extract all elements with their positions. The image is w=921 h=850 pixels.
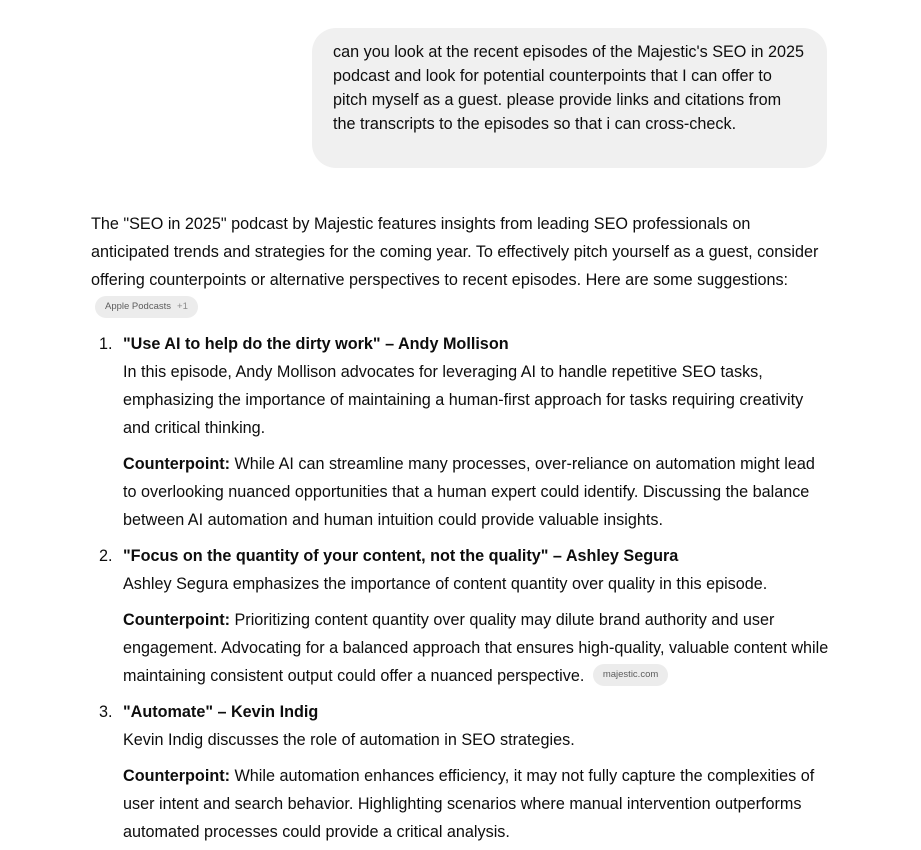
list-item [91,698,831,846]
list-item-number: 2. [99,547,113,565]
counterpoint-text: While AI can streamline many processes, over-reliance on automation might lead to overlooking nuanced opportunities that a human expert could identify. Discussing the balance between AI automation and human intuition could provide valuable insights. [123,455,815,529]
user-message-bubble [312,28,827,168]
list-item [91,542,831,690]
counterpoint-paragraph [123,450,831,534]
list-item-number: 1. [99,335,113,353]
response-intro [91,210,831,322]
citation-majestic[interactable]: majestic.com [593,664,668,686]
episode-title: "Use AI to help do the dirty work" – Andy Mollison [123,335,509,353]
counterpoint-paragraph [123,606,831,690]
citation-label: Apple Podcasts [105,300,172,312]
counterpoint-paragraph [123,762,831,846]
episode-description: Kevin Indig discusses the role of automation in SEO strategies. [123,731,575,749]
episode-title: "Focus on the quantity of your content, not the quality" – Ashley Segura [123,547,679,565]
list-item [91,330,831,534]
episode-description: Ashley Segura emphasizes the importance of content quantity over quality in this episode. [123,575,768,593]
assistant-response [91,210,831,850]
citation-extra-count: +1 [177,300,188,312]
response-intro-text: The "SEO in 2025" podcast by Majestic features insights from leading SEO professionals on anticipated trends and strategies for the coming year. To effectively pitch yourself as a guest, consider offering counterpoints or alternative perspectives to recent episodes. Here are some suggestions: [91,215,819,289]
counterpoint-label: Counterpoint: [123,767,230,785]
user-message-text: can you look at the recent episodes of the Majestic's SEO in 2025 podcast and look for potential counterpoints that I can offer to pitch myself as a guest. please provide links and citations from the transcripts to the episodes so that i can cross-check. [333,43,805,133]
episode-description: In this episode, Andy Mollison advocates for leveraging AI to handle repetitive SEO tasks, emphasizing the importance of maintaining a human-first approach for tasks requiring creativity and critical thinking. [123,363,804,437]
counterpoint-label: Counterpoint: [123,611,230,629]
list-item-number: 3. [99,703,113,721]
counterpoint-label: Counterpoint: [123,455,230,473]
counterpoint-list [91,330,831,846]
episode-title: "Automate" – Kevin Indig [123,703,319,721]
citation-apple-podcasts[interactable] [95,296,198,318]
counterpoint-text: Prioritizing content quantity over quality may dilute brand authority and user engagement. Advocating for a balanced approach that ensures high-quality, valuable content while maintaining consistent output could offer a nuanced perspective. [123,611,829,685]
counterpoint-text: While automation enhances efficiency, it may not fully capture the complexities of user intent and search behavior. Highlighting scenarios where manual intervention outperforms automated processes could provide a critical analysis. [123,767,815,841]
